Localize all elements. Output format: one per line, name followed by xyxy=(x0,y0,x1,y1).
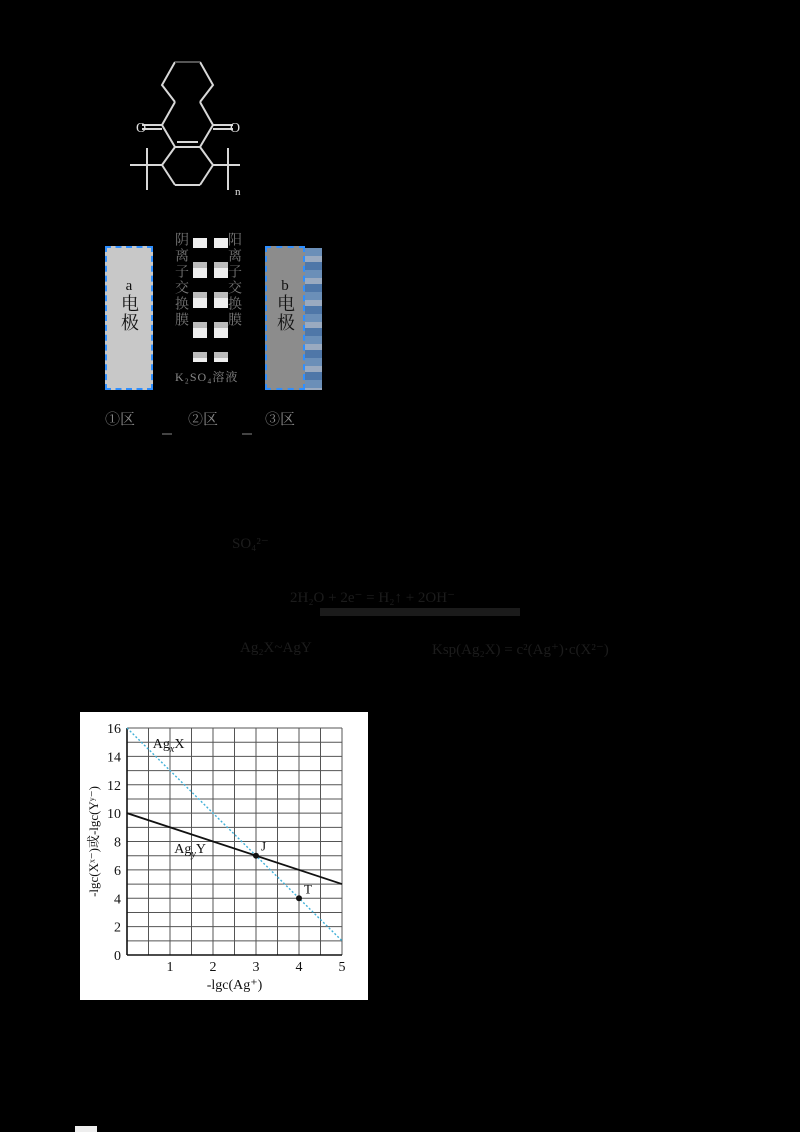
membrane-left-strip xyxy=(193,238,207,362)
membrane-right-label: 阳离子交换膜 xyxy=(226,232,241,328)
y-tick-label: 2 xyxy=(114,920,121,936)
zone-1-label: ①区 xyxy=(105,412,136,428)
y-tick-label: 4 xyxy=(114,892,121,908)
text-line-2-underline xyxy=(320,608,520,616)
electrode-a xyxy=(105,246,153,390)
subscript-n: n xyxy=(235,186,241,198)
electrode-b-word: 电极 xyxy=(275,294,295,332)
zone-3-label: ③区 xyxy=(265,412,296,428)
series-label: $Ag_yY$ xyxy=(174,841,207,860)
x-tick-label: 2 xyxy=(209,960,217,975)
zone-2-label: ②区 xyxy=(188,412,219,428)
membrane-right-base xyxy=(242,433,252,435)
oxygen-right: O xyxy=(230,121,241,136)
y-tick-label: 12 xyxy=(107,778,121,794)
point-label: T xyxy=(304,881,312,897)
y-tick-label: 10 xyxy=(107,807,121,823)
x-tick-label: 4 xyxy=(295,960,303,975)
electrode-a-letter: a xyxy=(125,278,133,294)
series-label: $Ag_xX$ xyxy=(152,736,185,755)
membrane-left-base xyxy=(162,433,172,435)
y-axis-title: -lgc(Xˣ⁻)或-lgc(Yʸ⁻) xyxy=(86,786,101,897)
y-tick-label: 0 xyxy=(114,949,121,964)
x-tick-label: 1 xyxy=(166,960,174,975)
solution-label: K₂SO₄溶液 xyxy=(175,370,239,384)
y-tick-label: 16 xyxy=(107,722,121,737)
electrode-a-word: 电极 xyxy=(119,294,139,332)
data-point xyxy=(253,853,259,859)
solubility-chart xyxy=(80,712,368,1000)
y-tick-label: 14 xyxy=(107,750,121,766)
data-point xyxy=(296,895,302,901)
electrode-b xyxy=(265,246,305,390)
oxygen-left: O xyxy=(136,121,147,136)
x-tick-label: 5 xyxy=(338,960,346,975)
text-line-3-right: Ksp(Ag₂X) = c²(Ag⁺)·c(X²⁻) xyxy=(432,642,609,658)
x-axis-title: -lgc(Ag⁺) xyxy=(206,978,263,993)
text-line-2: 2H₂O + 2e⁻ = H₂↑ + 2OH⁻ xyxy=(290,590,455,606)
y-tick-label: 8 xyxy=(114,835,121,851)
membrane-left-label: 阴离子交换膜 xyxy=(173,232,188,328)
page-corner-mark xyxy=(75,1126,97,1132)
point-label: J xyxy=(261,838,267,854)
text-line-1: SO₄²⁻ xyxy=(232,536,269,552)
x-tick-label: 3 xyxy=(252,960,260,975)
polymer-structure-figure xyxy=(100,40,280,210)
electrode-b-letter: b xyxy=(281,278,289,294)
chart-panel xyxy=(80,712,368,1000)
y-tick-label: 6 xyxy=(114,863,121,879)
text-line-3-left: Ag₂X~AgY xyxy=(240,640,312,656)
